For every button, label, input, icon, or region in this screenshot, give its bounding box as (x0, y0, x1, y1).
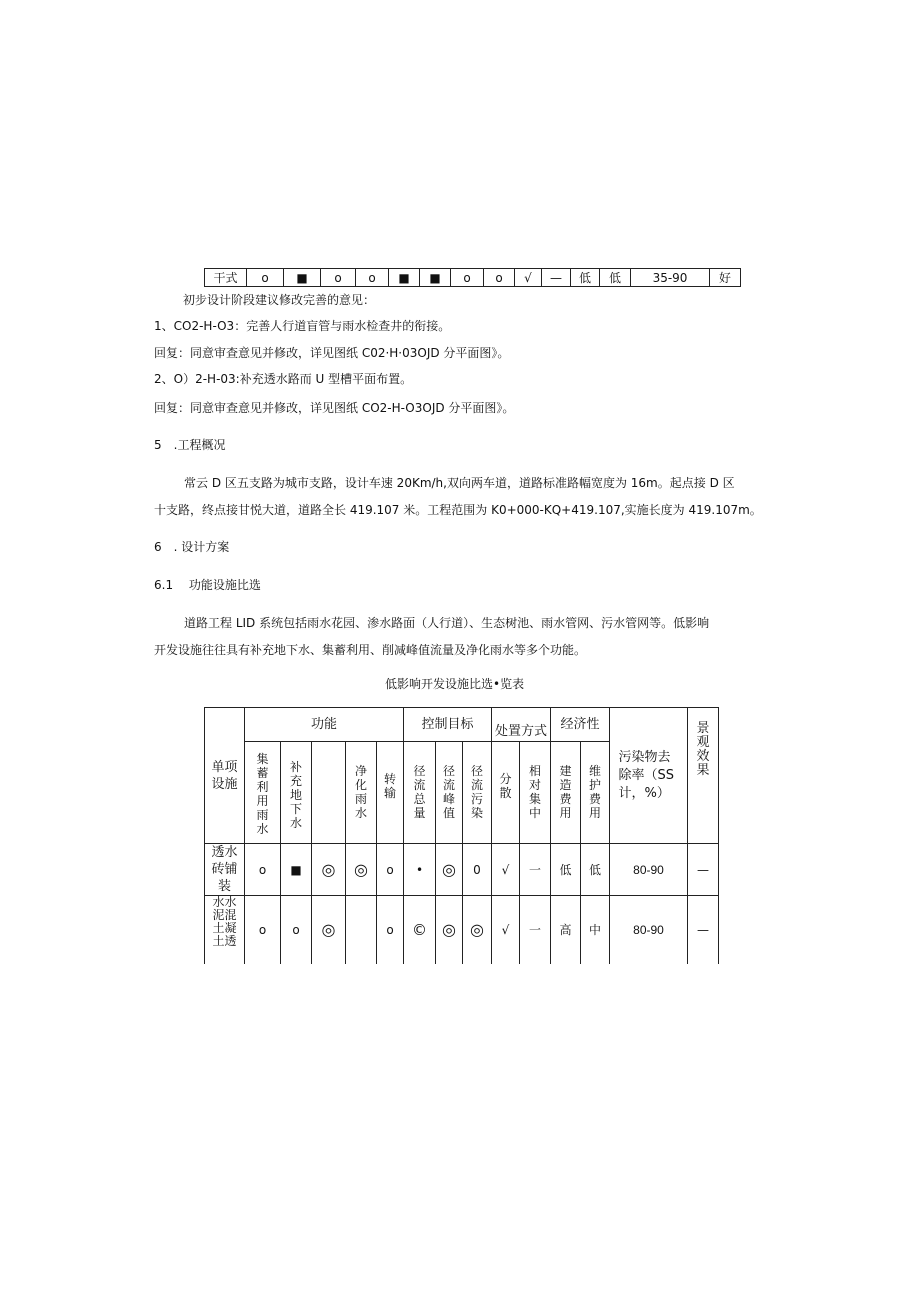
table-row (205, 896, 719, 964)
cell: 0 (463, 844, 492, 896)
header-disposal: 处置方式 (492, 708, 551, 742)
cell: ■ (284, 269, 321, 287)
header-function: 功能 (245, 708, 404, 742)
cell: — (688, 896, 719, 964)
sub-header: 净化雨水 (346, 742, 377, 844)
cell: © (404, 896, 436, 964)
cell: 一 (520, 844, 551, 896)
cell: 一 (520, 896, 551, 964)
cell: 80-90 (610, 844, 688, 896)
cell: 高 (551, 896, 581, 964)
cell: √ (515, 269, 542, 287)
cell: 低 (551, 844, 581, 896)
table-row (205, 844, 719, 896)
lid-line-1: 道路工程 LID 系统包括雨水花园、渗水路面（人行道）、生态树池、雨水管网、污水管网等。低影响 (184, 616, 710, 630)
opinion-item-1: 1、CO2-H-O3：完善人行道盲管与雨水检查井的衔接。 (154, 319, 451, 333)
section-6-heading: 6 . 设计方案 (154, 540, 230, 554)
cell: √ (492, 844, 520, 896)
lid-line-2: 开发设施往往具有补充地下水、集蓄利用、削减峰值流量及净化雨水等多个功能。 (154, 643, 587, 657)
cell: — (688, 844, 719, 896)
reply-2: 回复：同意审查意见并修改，详见图纸 CO2-H-O3OJD 分平面图》。 (154, 401, 515, 415)
cell: o (281, 896, 312, 964)
cell: 低 (571, 269, 600, 287)
cell: ■ (281, 844, 312, 896)
sub-header: 转输 (377, 742, 404, 844)
section-5-heading: 5 .工程概况 (154, 438, 226, 452)
opinion-item-2: 2、O）2-H-03:补充透水路而 U 型槽平面布置。 (154, 372, 413, 386)
cell: ◎ (436, 896, 463, 964)
cell (346, 896, 377, 964)
sub-header: 相对集中 (520, 742, 551, 844)
cell: o (356, 269, 389, 287)
cell: o (247, 269, 284, 287)
cell: o (321, 269, 356, 287)
overview-line-1: 常云 D 区五支路为城市支路，设计车速 20Km/h,双向两车道，道路标准路幅宽度为 16m。起点接 D 区 (184, 476, 735, 490)
cell: ◎ (436, 844, 463, 896)
sub-header: 径流总量 (404, 742, 436, 844)
row-name: 透水砖铺装 (205, 844, 245, 896)
cell: o (484, 269, 515, 287)
lid-comparison-table (204, 707, 719, 964)
header-control-target: 控制目标 (404, 708, 492, 742)
row-name: 水水泥混土凝土透 (205, 896, 245, 964)
sub-header: 集蓄利用雨水 (245, 742, 281, 844)
sub-header (312, 742, 346, 844)
cell: o (245, 844, 281, 896)
table-caption: 低影响开发设施比选•览表 (385, 677, 525, 691)
cell: ■ (389, 269, 420, 287)
cell: ◎ (463, 896, 492, 964)
cell: 80-90 (610, 896, 688, 964)
cell: 低 (581, 844, 610, 896)
sub-header: 径流污染 (463, 742, 492, 844)
section-6-1-heading: 6.1 功能设施比选 (154, 578, 261, 592)
cell: ■ (420, 269, 451, 287)
header-pollutant: 污染物去除率（SS计，%） (610, 708, 688, 844)
reply-1: 回复：同意审查意见并修改，详见图纸 C02·H·03OJD 分平面图》。 (154, 346, 510, 360)
sub-header: 补充地下水 (281, 742, 312, 844)
cell: • (404, 844, 436, 896)
cell: ◎ (312, 896, 346, 964)
cell: o (377, 896, 404, 964)
cell: ◎ (312, 844, 346, 896)
sub-header: 分散 (492, 742, 520, 844)
cell: o (451, 269, 484, 287)
cell: o (377, 844, 404, 896)
overview-line-2: 十支路，终点接甘悦大道，道路全长 419.107 米。工程范围为 K0+000-KQ+419.107,实施长度为 419.107m。 (154, 503, 762, 517)
cell: o (245, 896, 281, 964)
cell: 中 (581, 896, 610, 964)
cell: 低 (600, 269, 631, 287)
cell: 干式 (205, 269, 247, 287)
cell: √ (492, 896, 520, 964)
sub-header: 径流峰值 (436, 742, 463, 844)
sub-header: 维护费用 (581, 742, 610, 844)
sub-header: 建造费用 (551, 742, 581, 844)
preceding-table-row (204, 268, 741, 287)
cell: 35-90 (631, 269, 710, 287)
cell: 好 (710, 269, 741, 287)
header-item: 单项设施 (205, 708, 245, 844)
cell: ◎ (346, 844, 377, 896)
opinion-heading: 初步设计阶段建议修改完善的意见： (183, 293, 376, 307)
header-landscape: 景观效果 (688, 708, 719, 844)
header-economy: 经济性 (551, 708, 610, 742)
cell: — (542, 269, 571, 287)
